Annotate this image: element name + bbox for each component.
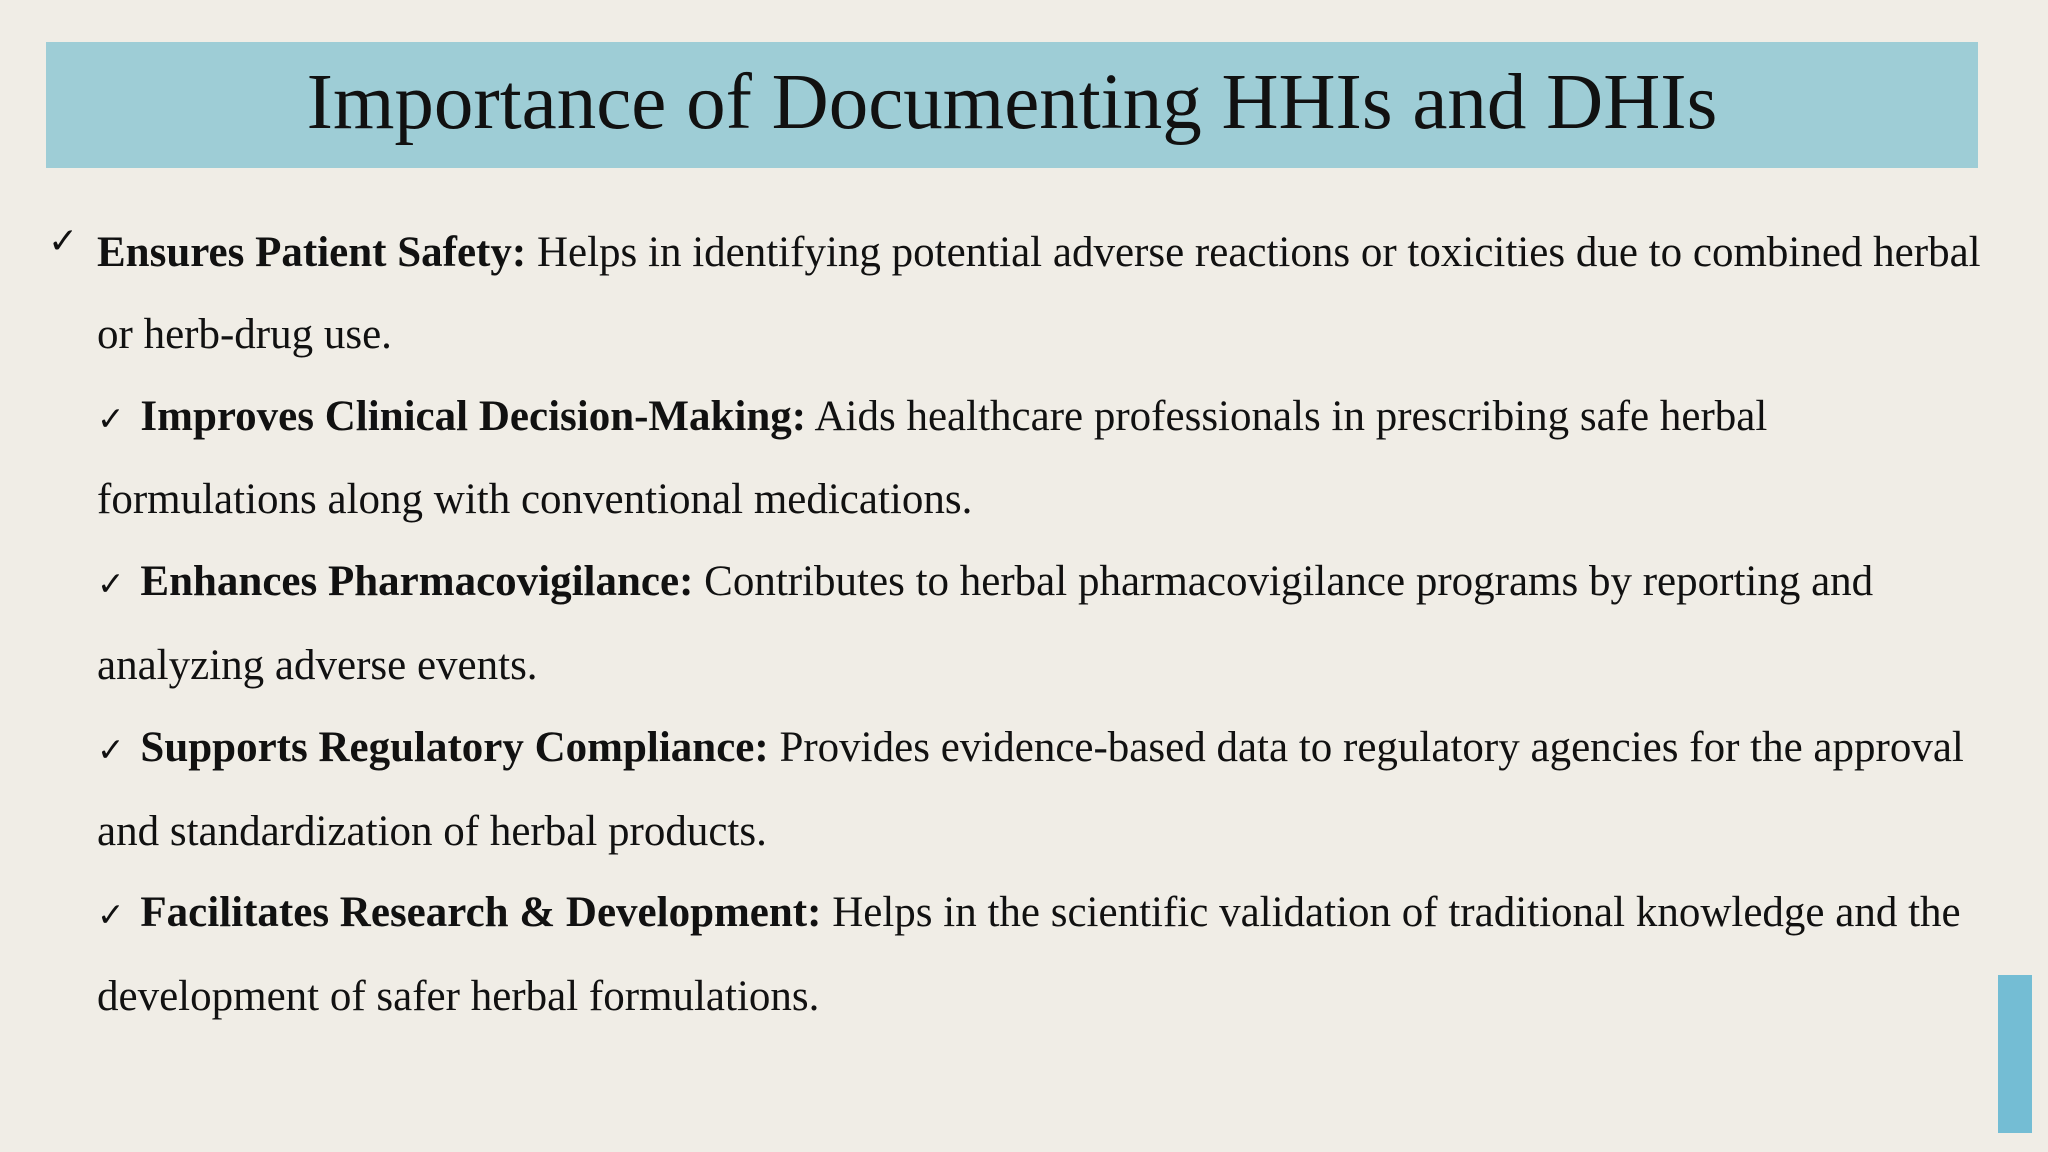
bullet-list <box>97 212 1997 1038</box>
item-term: Enhances Pharmacovigilance: <box>140 558 694 606</box>
check-icon: ✓ <box>97 895 125 935</box>
list-item <box>97 541 1997 707</box>
item-text: Provides evidence-based data to regulatory agencies for the approval and standardization of herbal products. <box>97 723 1964 855</box>
item-text: Helps in the scientific validation of traditional knowledge and the development of safer herbal formulations. <box>97 889 1961 1021</box>
accent-bar <box>1998 975 2032 1133</box>
item-term: Supports Regulatory Compliance: <box>140 723 769 771</box>
item-term: Facilitates Research & Development: <box>140 889 822 937</box>
item-term: Improves Clinical Decision-Making: <box>140 392 807 440</box>
list-item <box>97 707 1997 873</box>
check-icon: ✓ <box>97 398 125 438</box>
list-item <box>97 872 1997 1038</box>
list-item <box>97 212 1997 376</box>
check-icon: ✓ <box>97 564 125 604</box>
list-item <box>97 376 1997 542</box>
slide-title: Importance of Documenting HHIs and DHIs <box>306 59 1718 146</box>
item-term: Ensures Patient Safety: <box>97 229 527 276</box>
item-text: Contributes to herbal pharmacovigilance programs by reporting and analyzing adverse events. <box>97 558 1874 689</box>
item-text: Helps in identifying potential adverse reactions or toxicities due to combined herbal or herb-drug use. <box>97 229 1981 358</box>
check-icon: ✓ <box>97 729 125 769</box>
item-text: Aids healthcare professionals in prescribing safe herbal formulations along with conventional medications. <box>97 392 1768 524</box>
check-icon: ✓ <box>48 221 79 262</box>
